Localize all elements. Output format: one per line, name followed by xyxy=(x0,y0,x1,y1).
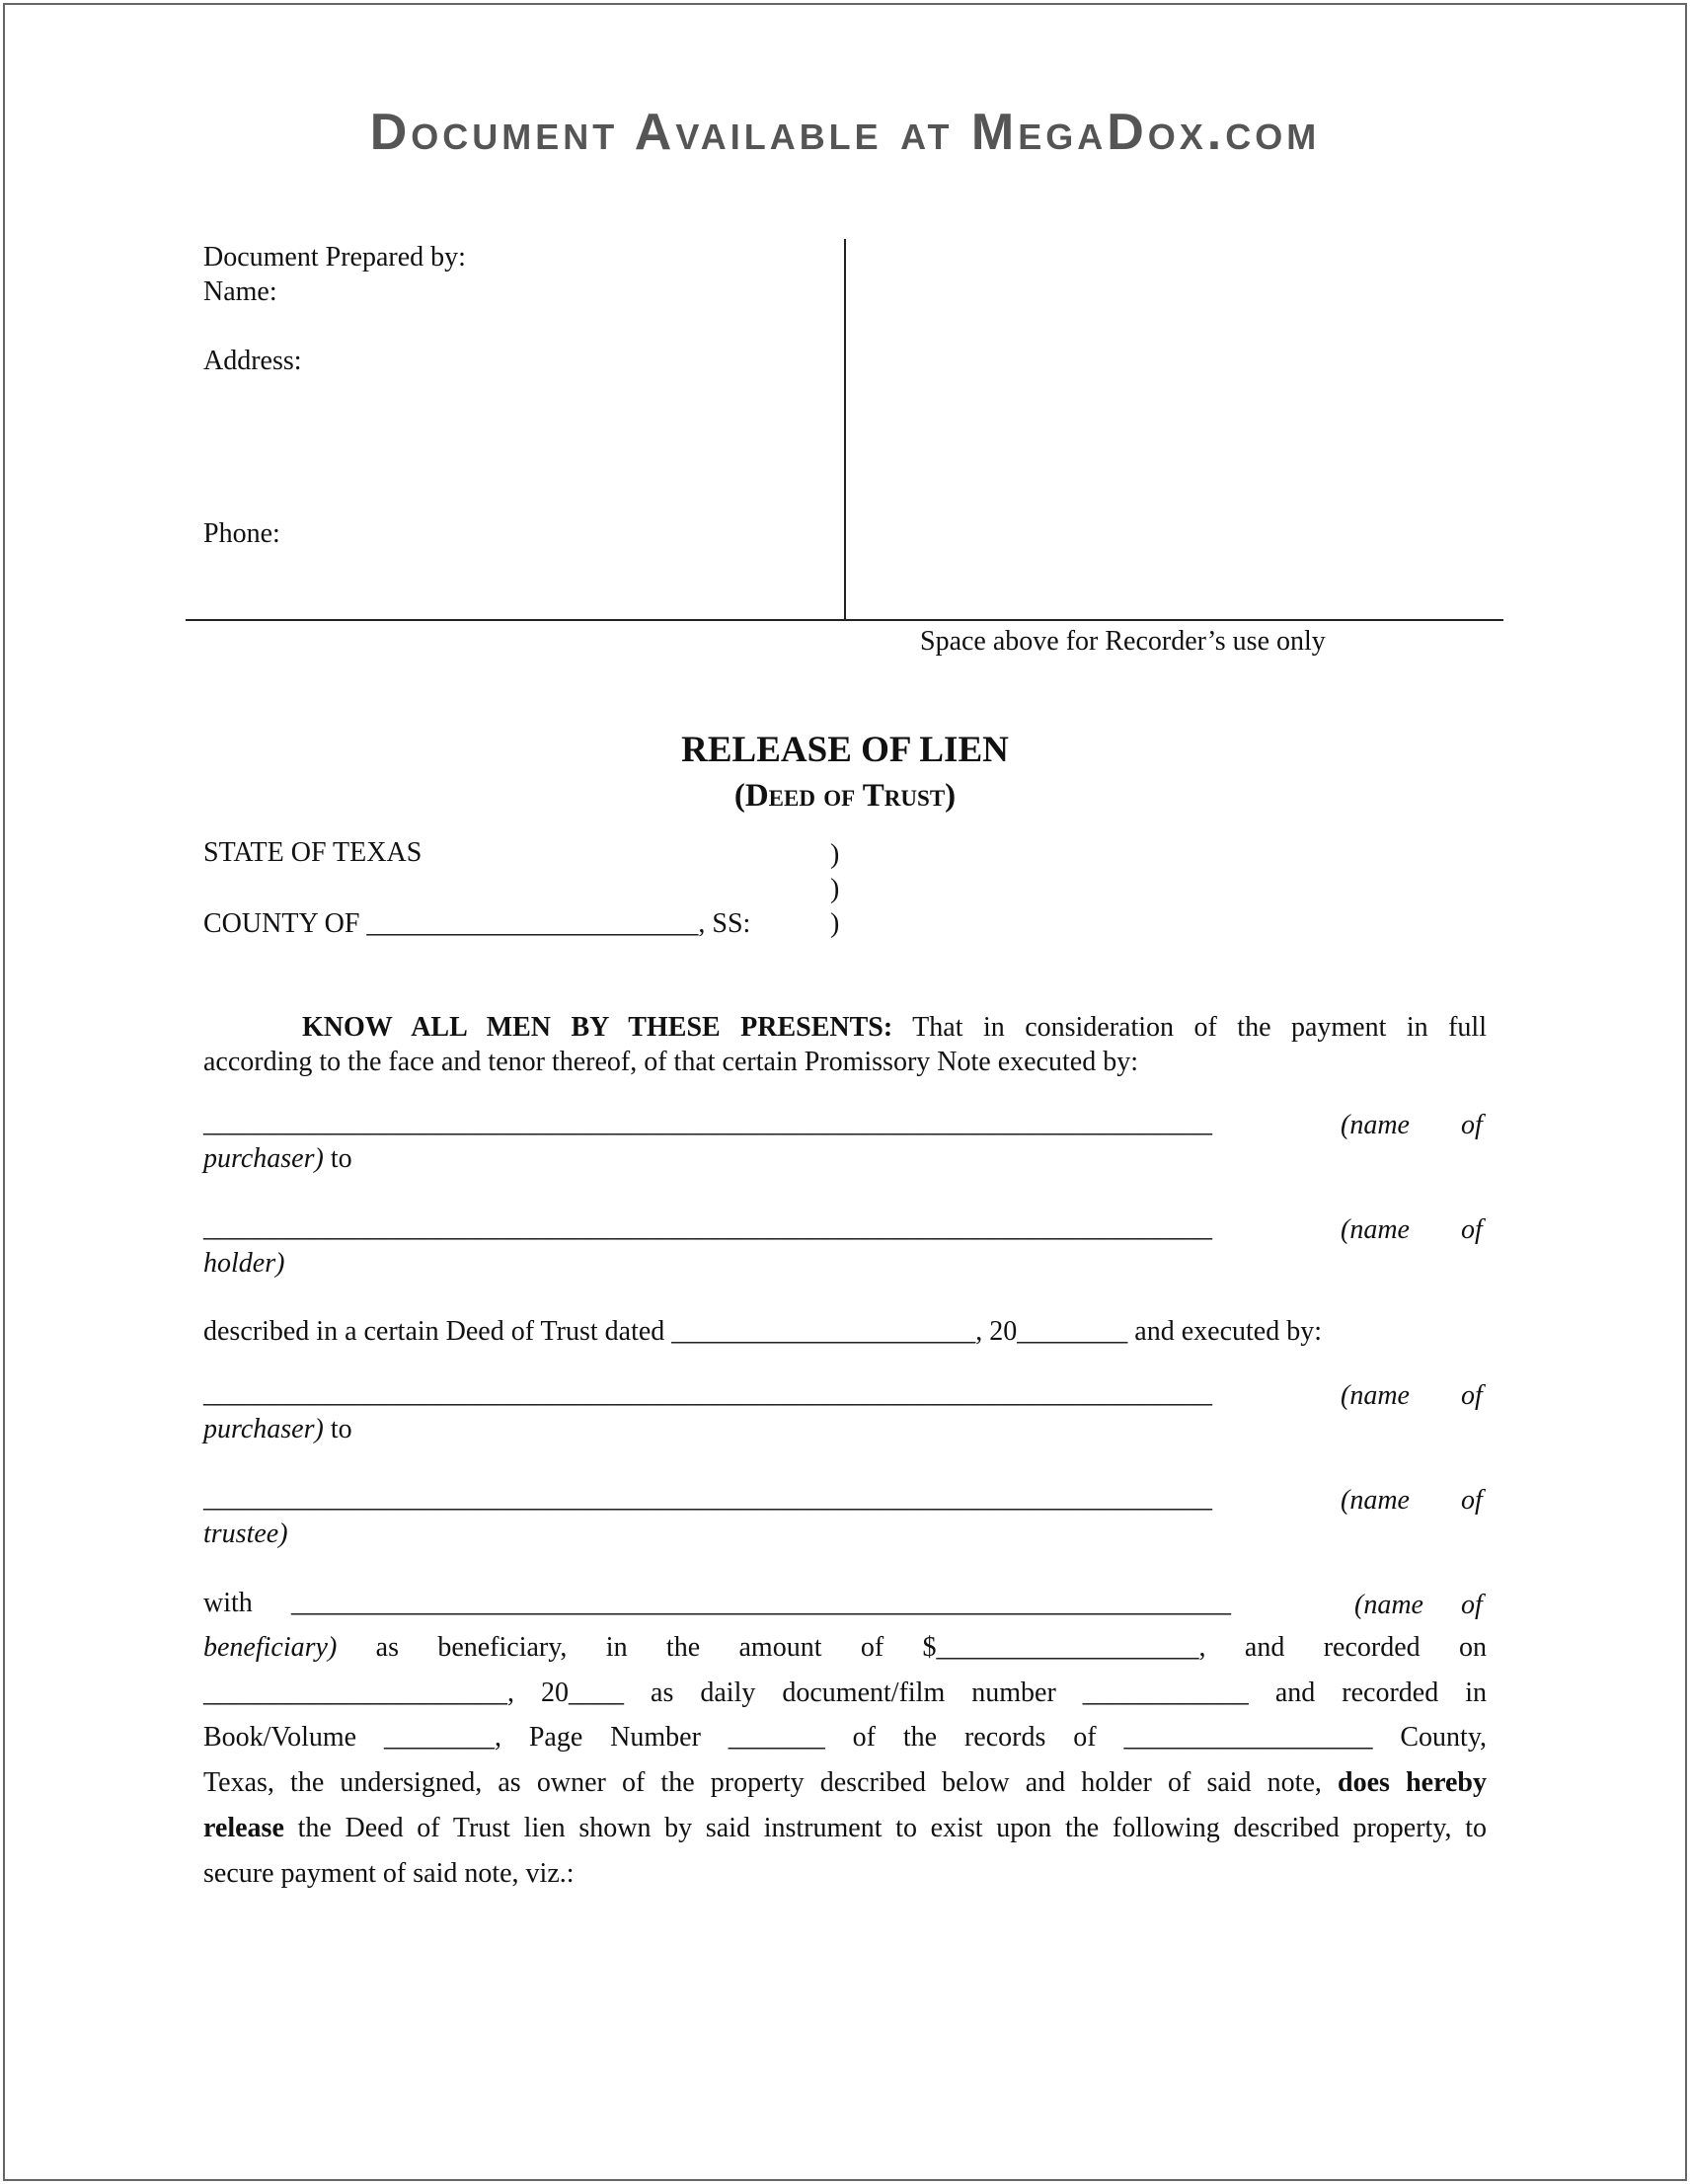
venue-paren: ) xyxy=(830,908,840,939)
to-word: to xyxy=(323,1414,352,1444)
recorded-line: ______________________, 20____ as daily document/film number ____________ and recorded in xyxy=(203,1677,1487,1708)
secure-line: secure payment of said note, viz.: xyxy=(203,1858,575,1889)
intro-line xyxy=(302,1014,1487,1042)
purchaser-blank: _________________________________________________________________________ xyxy=(203,1378,1212,1409)
venue-paren: ) xyxy=(830,874,840,904)
of-word: of xyxy=(1461,1110,1483,1140)
phone-label: Phone: xyxy=(203,518,280,549)
name-word: (name xyxy=(1341,1485,1410,1516)
to-word: to xyxy=(323,1143,352,1174)
recorder-divider-horizontal xyxy=(186,619,1503,621)
amount-line xyxy=(203,1634,1487,1662)
beneficiary-blank: ____________________________________________________________________ xyxy=(291,1588,1231,1618)
book-line: Book/Volume ________, Page Number _______ of the records of __________________ County, xyxy=(203,1722,1487,1753)
purchaser-caption xyxy=(203,1145,352,1173)
address-label: Address: xyxy=(203,346,302,376)
of-word: of xyxy=(1461,1214,1483,1245)
name-word: (name xyxy=(1341,1110,1410,1140)
amount-line-rest: as beneficiary, in the amount of $___________________, and recorded on xyxy=(337,1632,1487,1663)
purchaser-blank: _________________________________________________________________________ xyxy=(203,1108,1212,1138)
beneficiary-label: beneficiary) xyxy=(203,1632,338,1663)
trustee-label: trustee) xyxy=(203,1519,288,1549)
intro-bold: KNOW ALL MEN BY THESE PRESENTS: xyxy=(302,1012,893,1043)
holder-label: holder) xyxy=(203,1248,285,1279)
prepared-by-label: Document Prepared by: xyxy=(203,242,466,273)
document-title: RELEASE OF LIEN xyxy=(681,730,1009,770)
purchaser-label: purchaser) xyxy=(203,1414,324,1444)
owner-line-bold: does hereby xyxy=(1321,1767,1488,1798)
name-label: Name: xyxy=(203,276,277,307)
name-word: (name xyxy=(1354,1590,1423,1620)
with-word: with xyxy=(203,1588,253,1618)
recorder-note: Space above for Recorder’s use only xyxy=(920,626,1326,657)
venue-paren: ) xyxy=(830,839,840,870)
release-rest: the Deed of Trust lien shown by said instrument to exist upon the following described property, to xyxy=(283,1813,1487,1843)
name-word: (name xyxy=(1341,1214,1410,1245)
recorder-divider-vertical xyxy=(844,239,846,620)
release-line xyxy=(203,1815,1487,1842)
state-label: STATE OF TEXAS xyxy=(203,837,422,868)
intro-line-2: according to the face and tenor thereof, of that certain Promissory Note executed by: xyxy=(203,1047,1138,1077)
document-subtitle: (Deed of Trust) xyxy=(733,778,957,814)
county-line: COUNTY OF ________________________, SS: xyxy=(203,908,751,939)
of-word: of xyxy=(1461,1380,1483,1411)
release-bold: release xyxy=(203,1813,284,1843)
of-word: of xyxy=(1461,1485,1483,1516)
dated-line: described in a certain Deed of Trust dated ______________________, 20________ and executed by: xyxy=(203,1316,1323,1347)
trustee-blank: _________________________________________________________________________ xyxy=(203,1483,1212,1514)
name-word: (name xyxy=(1341,1380,1410,1411)
watermark-banner: Document Available at MegaDox.com xyxy=(369,104,1321,161)
purchaser-label: purchaser) xyxy=(203,1143,324,1174)
holder-blank: _________________________________________________________________________ xyxy=(203,1212,1212,1243)
intro-rest: That in consideration of the payment in full xyxy=(892,1012,1487,1043)
owner-line xyxy=(203,1769,1487,1797)
of-word: of xyxy=(1461,1590,1483,1620)
purchaser-caption xyxy=(203,1416,352,1443)
owner-line-start: Texas, the undersigned, as owner of the property described below and holder of said note, xyxy=(203,1767,1322,1798)
